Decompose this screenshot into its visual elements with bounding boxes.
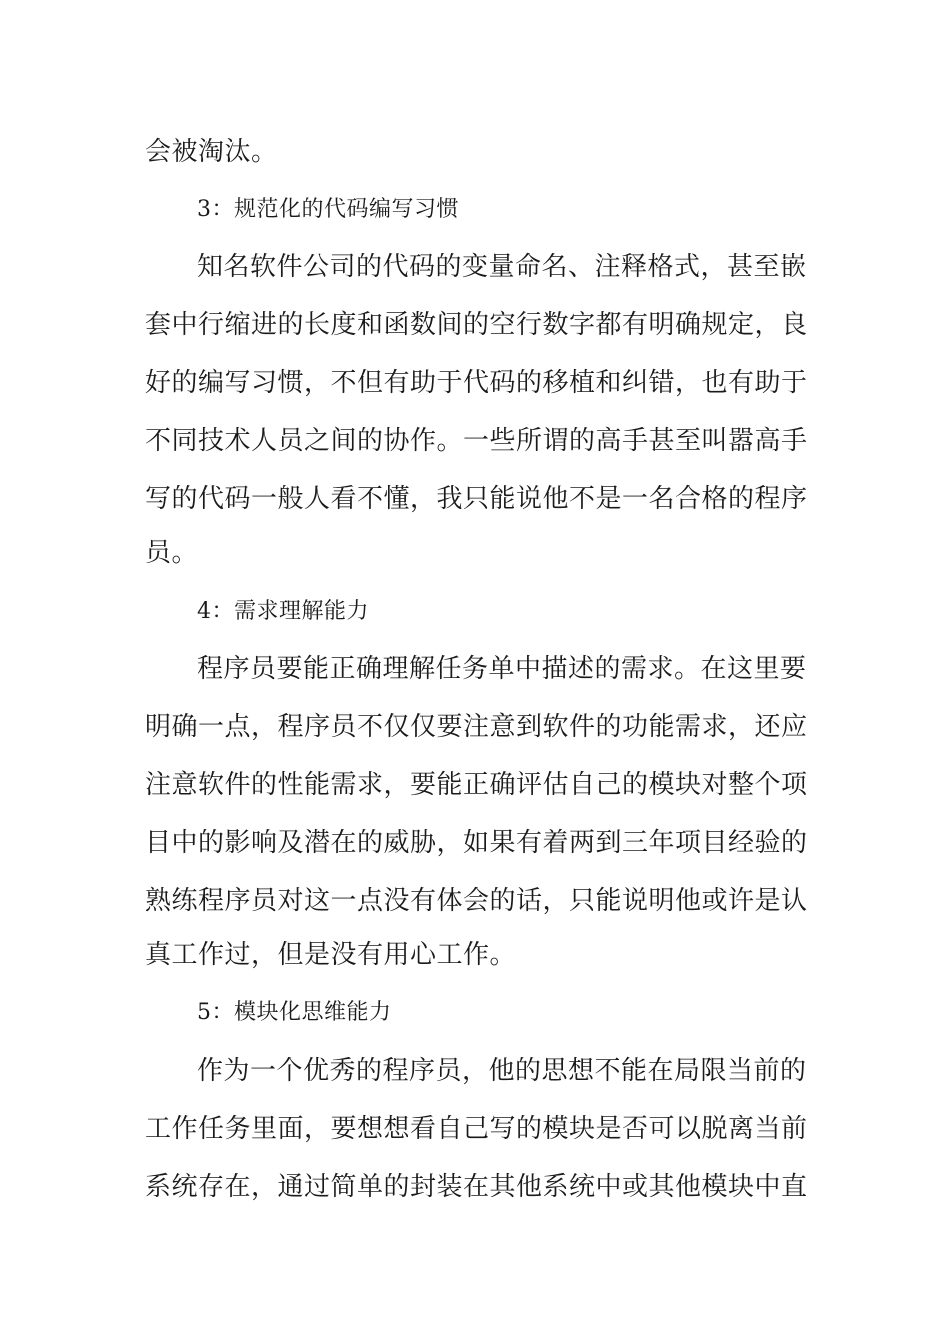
paragraph-line: 系统存在，通过简单的封装在其他系统中或其他模块中直	[145, 1172, 808, 1202]
paragraph-line: 目中的影响及潜在的威胁，如果有着两到三年项目经验的	[145, 828, 808, 858]
section-heading-3: 3：规范化的代码编写习惯	[197, 197, 459, 222]
paragraph-line: 知名软件公司的代码的变量命名、注释格式，甚至嵌	[197, 252, 807, 282]
section-heading-5: 5：模块化思维能力	[197, 1000, 392, 1025]
paragraph-line: 熟练程序员对这一点没有体会的话，只能说明他或许是认	[145, 886, 808, 916]
paragraph-line: 员。	[145, 538, 199, 568]
paragraph-line: 套中行缩进的长度和函数间的空行数字都有明确规定，良	[145, 310, 808, 340]
paragraph-line: 会被淘汰。	[145, 137, 278, 167]
paragraph-line: 作为一个优秀的程序员，他的思想不能在局限当前的	[197, 1056, 807, 1086]
paragraph-line: 明确一点，程序员不仅仅要注意到软件的功能需求，还应	[145, 712, 808, 742]
paragraph-line: 写的代码一般人看不懂，我只能说他不是一名合格的程序	[145, 484, 808, 514]
paragraph-line: 好的编写习惯，不但有助于代码的移植和纠错，也有助于	[145, 368, 808, 398]
paragraph-line: 注意软件的性能需求，要能正确评估自己的模块对整个项	[145, 770, 808, 800]
paragraph-line: 程序员要能正确理解任务单中描述的需求。在这里要	[197, 654, 807, 684]
paragraph-line: 工作任务里面，要想想看自己写的模块是否可以脱离当前	[145, 1114, 808, 1144]
section-heading-4: 4：需求理解能力	[197, 599, 369, 624]
paragraph-line: 不同技术人员之间的协作。一些所谓的高手甚至叫嚣高手	[145, 426, 808, 456]
paragraph-line: 真工作过，但是没有用心工作。	[145, 940, 517, 970]
